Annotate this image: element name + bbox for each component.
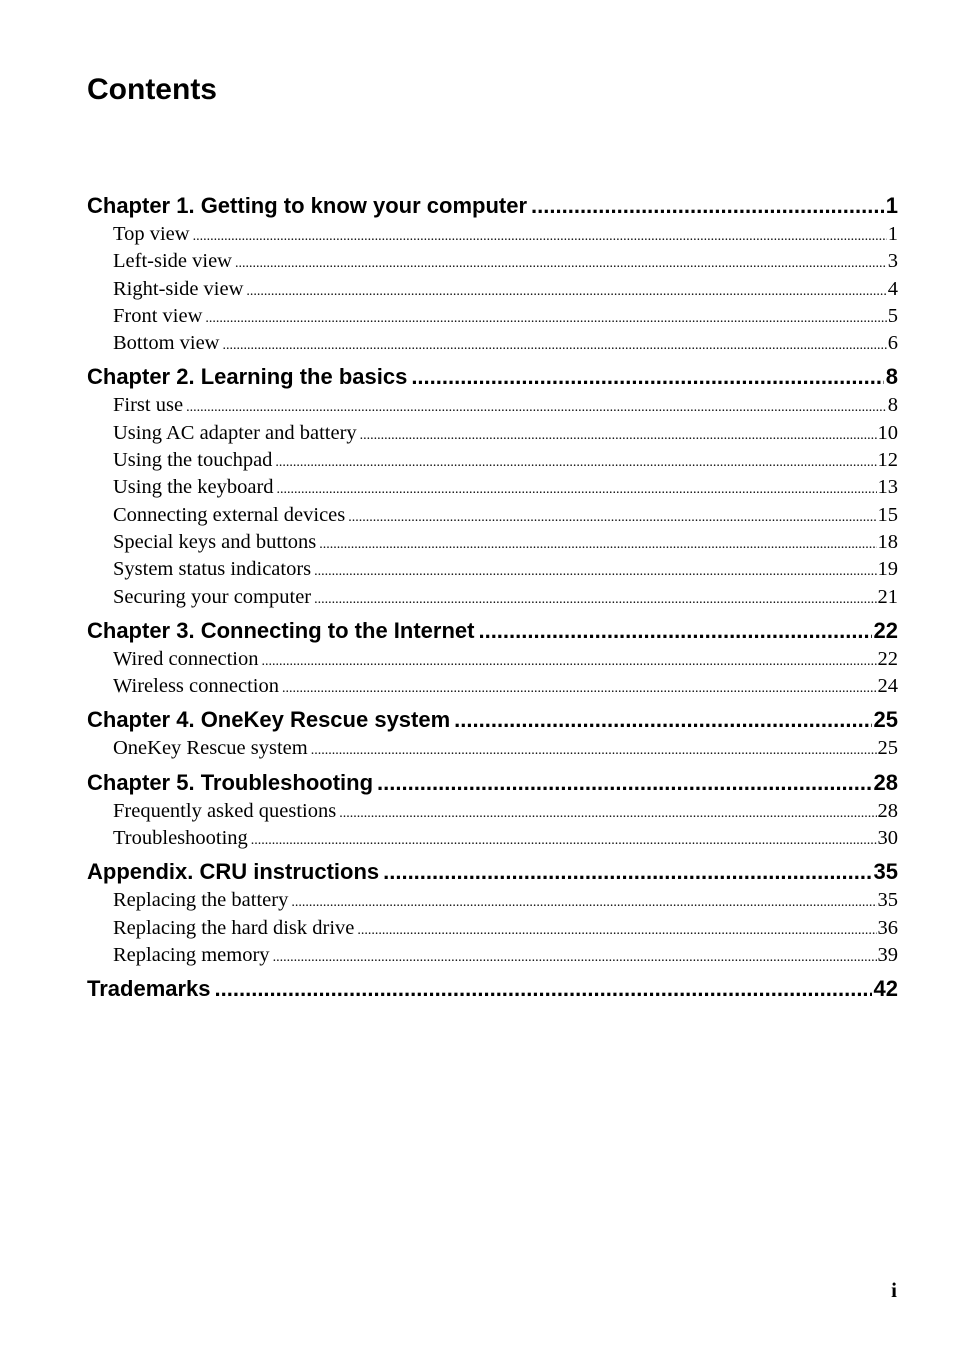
toc-chapter-title: Chapter 2. Learning the basics <box>87 364 408 390</box>
toc-section-page: 21 <box>877 585 898 608</box>
toc-section-entry[interactable] <box>87 474 898 501</box>
toc-section-title: Wireless connection <box>113 675 279 698</box>
toc-section-page: 1 <box>887 223 898 245</box>
toc-section-entry[interactable] <box>87 276 898 303</box>
toc-section-title: Bottom view <box>113 332 220 355</box>
toc-section-title: Wired connection <box>113 647 259 670</box>
toc-section-entry[interactable] <box>87 502 898 529</box>
toc-chapter-entry[interactable] <box>87 705 898 734</box>
toc-section-page: 13 <box>877 476 898 499</box>
toc-section-page: 3 <box>887 250 898 273</box>
toc-chapter-entry[interactable] <box>87 768 898 797</box>
toc-section-page: 30 <box>877 827 898 850</box>
toc-chapter-page: 22 <box>873 617 898 643</box>
toc-section-entry[interactable] <box>87 556 898 583</box>
toc-chapter-group <box>87 705 898 762</box>
toc-chapter-group <box>87 616 898 701</box>
toc-chapter-page: 42 <box>873 976 898 1002</box>
dot-leader <box>339 800 876 827</box>
toc-section-entry[interactable] <box>87 447 898 474</box>
toc-section-page: 24 <box>877 675 898 698</box>
toc-section-entry[interactable] <box>87 221 898 248</box>
toc-chapter-page: 8 <box>885 364 898 390</box>
toc-section-entry[interactable] <box>87 330 898 357</box>
toc-chapter-group <box>87 191 898 357</box>
dot-leader <box>235 250 887 277</box>
toc-section-page: 19 <box>877 558 898 581</box>
toc-section-entry[interactable] <box>87 798 898 825</box>
dot-leader <box>261 648 876 675</box>
dot-leader <box>319 531 876 558</box>
table-of-contents <box>87 191 898 1008</box>
toc-section-title: Right-side view <box>113 277 244 300</box>
toc-section-page: 8 <box>887 394 898 417</box>
toc-section-entry[interactable] <box>87 584 898 611</box>
toc-section-title: First use <box>113 394 184 417</box>
page-number: i <box>891 1278 897 1302</box>
toc-section-entry[interactable] <box>87 529 898 556</box>
dot-leader <box>377 768 872 798</box>
toc-section-page: 6 <box>887 332 898 355</box>
dot-leader <box>193 223 887 250</box>
toc-section-page: 36 <box>877 916 898 939</box>
toc-section-page: 18 <box>877 530 898 553</box>
toc-section-title: Securing your computer <box>113 585 312 608</box>
toc-section-page: 15 <box>877 503 898 526</box>
toc-chapter-title: Chapter 5. Troubleshooting <box>87 769 374 795</box>
toc-section-entry[interactable] <box>87 646 898 673</box>
toc-section-title: Left-side view <box>113 250 232 273</box>
toc-section-page: 10 <box>877 421 898 444</box>
toc-section-page: 5 <box>887 304 898 327</box>
toc-chapter-entry[interactable] <box>87 362 898 391</box>
toc-section-title: Using the keyboard <box>113 476 274 499</box>
dot-leader <box>246 278 886 305</box>
toc-section-title: Replacing the hard disk drive <box>113 916 355 939</box>
dot-leader <box>478 616 871 646</box>
dot-leader <box>314 586 876 613</box>
toc-chapter-title: Chapter 4. OneKey Rescue system <box>87 707 451 733</box>
toc-section-entry[interactable] <box>87 825 898 852</box>
toc-section-page: 39 <box>877 943 898 966</box>
dot-leader <box>275 449 876 476</box>
toc-chapter-title: Chapter 3. Connecting to the Internet <box>87 617 475 643</box>
toc-section-title: OneKey Rescue system <box>113 737 308 760</box>
dot-leader <box>222 332 886 359</box>
dot-leader <box>314 558 876 585</box>
dot-leader <box>282 675 877 702</box>
toc-chapter-page: 28 <box>873 769 898 795</box>
toc-section-page: 22 <box>877 647 898 670</box>
toc-chapter-group <box>87 974 898 1003</box>
toc-section-page: 35 <box>877 889 898 912</box>
dot-leader <box>531 191 884 221</box>
toc-chapter-entry[interactable] <box>87 974 898 1003</box>
dot-leader <box>273 944 877 971</box>
dot-leader <box>454 705 871 735</box>
toc-chapter-title: Trademarks <box>87 976 211 1002</box>
toc-section-title: Using the touchpad <box>113 449 273 472</box>
dot-leader <box>360 422 877 449</box>
dot-leader <box>357 917 876 944</box>
dot-leader <box>251 827 877 854</box>
toc-section-entry[interactable] <box>87 887 898 914</box>
toc-section-page: 25 <box>877 737 898 760</box>
dot-leader <box>205 305 886 332</box>
toc-section-page: 12 <box>877 449 898 472</box>
toc-section-title: Front view <box>113 304 203 327</box>
toc-section-entry[interactable] <box>87 392 898 419</box>
toc-chapter-entry[interactable] <box>87 857 898 886</box>
dot-leader <box>186 394 887 421</box>
dot-leader <box>348 504 876 531</box>
toc-section-entry[interactable] <box>87 735 898 762</box>
toc-chapter-group <box>87 362 898 610</box>
toc-section-page: 4 <box>887 277 898 300</box>
toc-chapter-page: 1 <box>885 193 898 218</box>
dot-leader <box>383 857 871 887</box>
toc-chapter-entry[interactable] <box>87 616 898 645</box>
toc-section-entry[interactable] <box>87 673 898 700</box>
toc-section-title: Special keys and buttons <box>113 530 317 553</box>
toc-section-title: Top view <box>113 223 190 245</box>
dot-leader <box>291 889 876 916</box>
toc-section-title: Frequently asked questions <box>113 799 337 822</box>
toc-section-entry[interactable] <box>87 942 898 969</box>
dot-leader <box>311 737 877 764</box>
toc-section-title: Connecting external devices <box>113 503 346 526</box>
toc-section-entry[interactable] <box>87 420 898 447</box>
toc-section-title: Using AC adapter and battery <box>113 421 357 444</box>
toc-section-title: Replacing memory <box>113 943 270 966</box>
toc-chapter-page: 25 <box>873 707 898 733</box>
toc-chapter-page: 35 <box>873 859 898 885</box>
toc-section-page: 28 <box>877 799 898 822</box>
toc-chapter-title: Appendix. CRU instructions <box>87 859 380 885</box>
toc-chapter-entry[interactable] <box>87 191 898 220</box>
toc-chapter-group <box>87 768 898 853</box>
dot-leader <box>277 476 877 503</box>
dot-leader <box>411 362 883 392</box>
page-title: Contents <box>87 73 217 106</box>
toc-section-title: System status indicators <box>113 558 312 581</box>
toc-section-entry[interactable] <box>87 248 898 275</box>
toc-section-entry[interactable] <box>87 915 898 942</box>
toc-section-title: Troubleshooting <box>113 827 248 850</box>
toc-chapter-group <box>87 857 898 969</box>
dot-leader <box>215 974 872 1004</box>
toc-section-entry[interactable] <box>87 303 898 330</box>
toc-section-title: Replacing the battery <box>113 889 289 912</box>
toc-chapter-title: Chapter 1. Getting to know your computer <box>87 193 528 218</box>
